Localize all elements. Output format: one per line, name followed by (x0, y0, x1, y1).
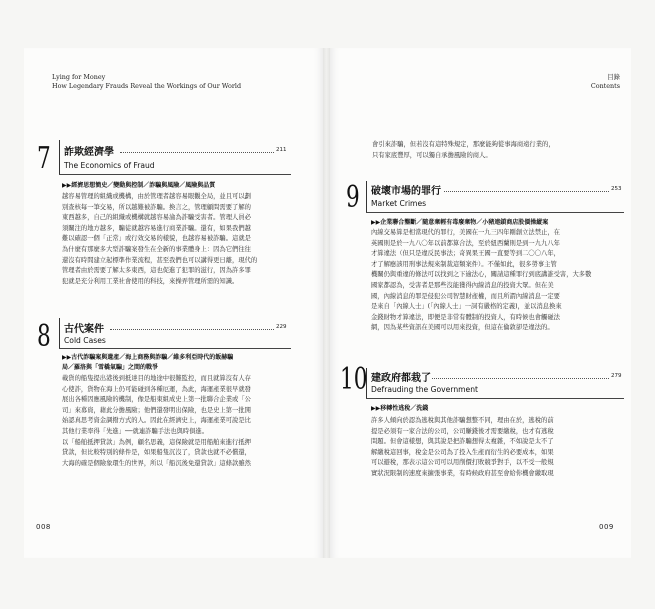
chapter-summary: 內線交易算是相當現代的罪行，美國在一九三四年剛創立法禁止，在 英國則是於一九八〇年以前都算合法，至於紐西蘭則是到一九九八年 才算違法（但只是違反民事法；奇異果王國一直要等到二〇〇八年， 才了解應該用刑事法規來制裁這類案件）。不僅如此，很多勞事主管 機關仍與重違的條法可以找到之下逾法心，關請這種罪行到底講誰受害，大多數 國家都認為，受害者是那些沒能獲得內線消息的投資大眾。但在美 國，內線消息的罪是侵犯公司智慧財產權，而且所謂內線消息一定要 是來自「內線人士」(「內線人士」一詞有嚴格的定義)，並以消息換來 金錢財物才算違法，即便是非常有體制的投資人，有時候也會觸碰法 網，因為某些資訊在美國可以用來投資，但這在倫敦卻是違法的。 (371, 229, 592, 332)
chapter-title-zh[interactable]: 建政府都栽了 (371, 373, 431, 384)
running-header-right (560, 73, 620, 91)
leader-dots (110, 329, 274, 330)
book-gutter (323, 48, 330, 558)
running-subtitle: How Legendary Frauds Reveal the Workings of Our World (52, 82, 242, 90)
chapter-number: 7 (37, 141, 51, 176)
chapter-title-en: Defrauding the Government (371, 385, 478, 394)
chapter-title-en: Market Crimes (371, 199, 427, 208)
leader-dots (120, 152, 274, 153)
page-number-left: 008 (36, 523, 51, 531)
chapter-number: 9 (346, 180, 360, 215)
chapter-number: 10 (340, 362, 368, 397)
chapter-subtopics: ▶▶古代詐騙案與遺產／海上商務與詐騙／維多利亞時代的飯赫騙 局／羅洛與「雪橇氣騙」之間的戰爭 (62, 354, 234, 371)
left-page (24, 48, 323, 558)
running-title: 目錄 (607, 73, 620, 81)
continued-text: 會引來詐騙，但若沒有這特殊規定，那麼能夠從事海商遠行業的， 只有家底豐厚，可以獨自承擔風險的商人。 (372, 141, 555, 159)
chapter-rule-vertical (59, 318, 60, 348)
chapter-rule-horizontal (59, 174, 291, 175)
chapter-rule-horizontal (366, 398, 624, 399)
chapter-subtopics: ▶▶企業聯合壟斷／隨意棄輕有毒廢棄物／小豬連鎖商店股價操縱案 (371, 219, 549, 226)
chapter-summary: 越容易管理的組織或機構，由於管理者越容易眼觀全局，並且可以劃 別查核每一筆交易，所以越難被詐騙。換言之，管理顧問需要了解的 東西越多，自己的組織或機構就越容易淪為詐騙受害者。管理人員必 須關注的地方越多，騙徒就越容易進行商業詐騙。還有，如果我們越 難以確認一個「正常」或行效交易的樣貌，也越容易被詐騙。這就是 為什麼有那麼多大型詐騙案發生在全新的事業體身上：因為它們往往 還沒有時間建立起標準作業流程，甚至我們也可以講得更日離，現代的 管理者由於需要了解太多東西，這也促進了犯罪的滋行，因為許多罪 犯就是充分利用工業社會使用的科技，來操弄管理所需的知識。 (62, 193, 258, 285)
leader-dots (432, 378, 609, 379)
running-subtitle: Contents (590, 82, 620, 90)
chapter-rule-horizontal (366, 212, 624, 213)
chapter-page-number[interactable]: 229 (276, 324, 287, 330)
chapter-title-en: The Economics of Fraud (64, 161, 155, 170)
chapter-subtopics: ▶▶經濟思想簡史／變動與控制／詐騙與風險／風險與品質 (62, 182, 216, 189)
chapter-title-en: Cold Cases (64, 336, 106, 345)
chapter-subtopics: ▶▶移轉性逃稅／洗錢 (371, 405, 429, 412)
chapter-title-zh[interactable]: 破壞市場的罪行 (371, 186, 441, 197)
chapter-title-zh[interactable]: 詐欺經濟學 (64, 147, 114, 158)
chapter-rule-vertical (366, 181, 367, 212)
page-number-right: 009 (599, 523, 614, 531)
leader-dots (444, 191, 609, 192)
chapter-title-zh[interactable]: 古代案件 (64, 324, 104, 335)
chapter-page-number[interactable]: 279 (611, 373, 622, 379)
chapter-rule-horizontal (59, 348, 291, 349)
chapter-summary: 許多人傾向於認為逃稅與其他詐騙想整不同，理由在於，逃稅的前 提是必須有一家合法的公司，公司賺錢後才需要繳稅，也才有逃稅 問題。但會這樣想，與其說是把詐騙想得太複雜，不如說是太不了 解繳稅這回事，稅金是公司為了投入生產而衍生的必要成本，如果 可以避稅，那表示這公司可以用削價打敗競爭對手，以不受一般規 實狀況限制的速度來擴張事業，有時候政府甚至會給你機會繳取現 (371, 417, 554, 477)
running-header-left (52, 73, 241, 91)
chapter-summary: 載貨的船隻提出港後到抵達目的地途中很難監控，而且就算沒有人存 心使詐，貨物在海上仍可能碰到各種厄運，為此，海運產業很早就發 展出各種因應風險的機制，像是船東組成史上第一批聯合企業或「公 司」來募資，藉此分擔風險；他們還發明出保險，也是史上第一批開 始認真思考資金調撥方式的人。因此在經濟史上，海運產業可說是比 其他行業率得「先進」──就連詐騙手法也與時俱進。 以「船舶抵押貸款」為例，顧名思義，這保險就是用船舶來進行抵押 貸款，但比較特別的條件是，如果船隻沉沒了，貸款也就不必償還， 大海的確是個險象環生的世界，所以「船沉後免還貸款」這條款雖然 (62, 375, 251, 467)
chapter-rule-vertical (59, 140, 60, 174)
chapter-rule-vertical (366, 368, 367, 398)
running-title: Lying for Money (52, 73, 106, 81)
chapter-page-number[interactable]: 211 (276, 147, 287, 153)
chapter-number: 8 (37, 319, 51, 354)
chapter-page-number[interactable]: 253 (611, 186, 622, 192)
